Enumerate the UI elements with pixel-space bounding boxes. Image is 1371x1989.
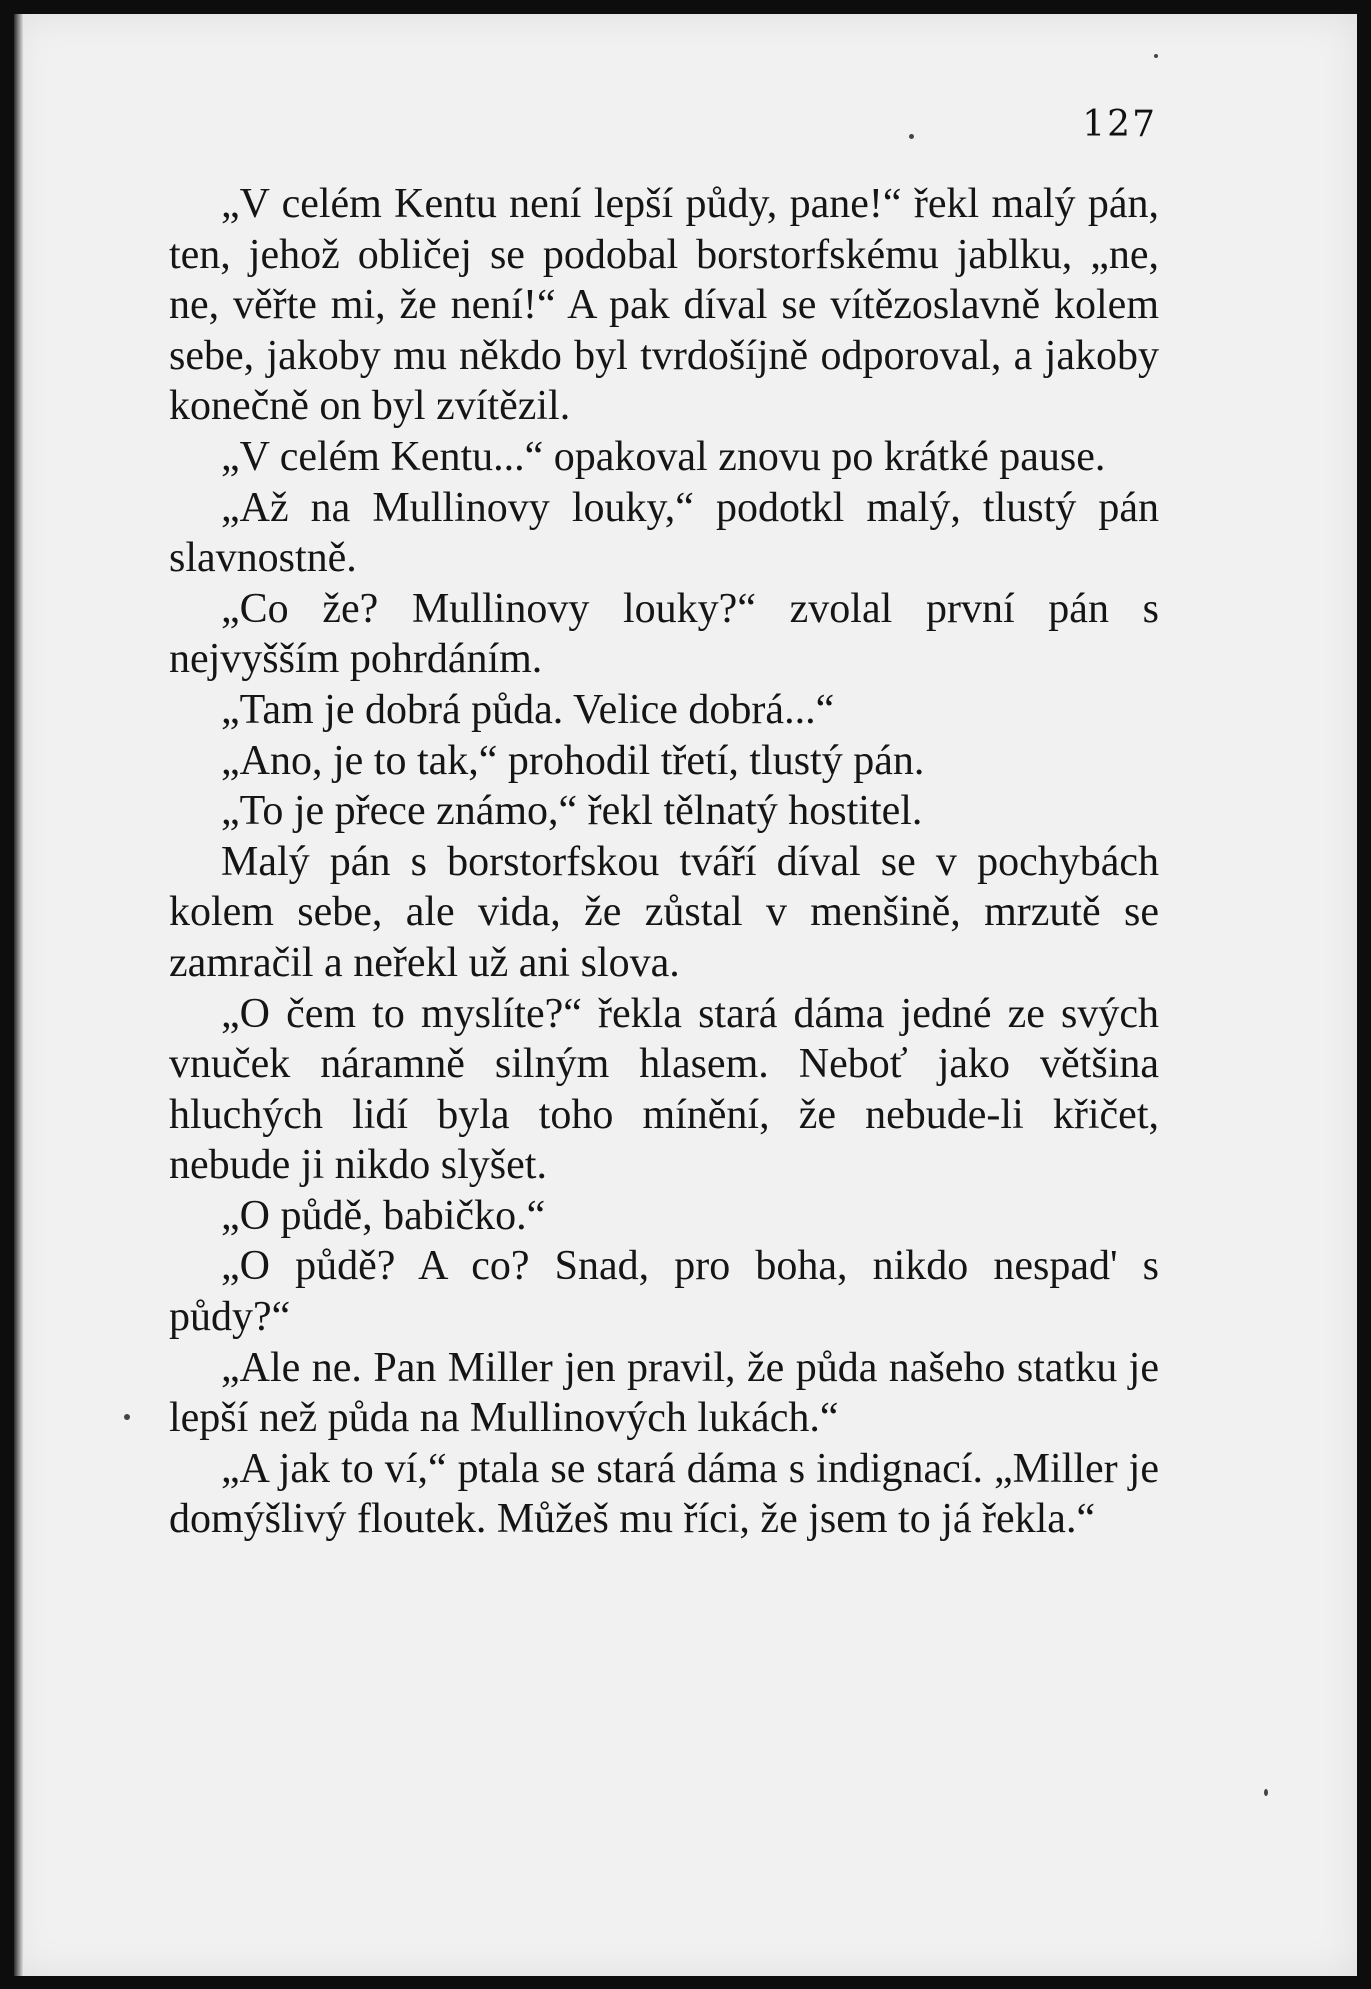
- paper-speck: [124, 1414, 130, 1420]
- paragraph: „V celém Kentu...“ opakoval znovu po krátké pause.: [221, 433, 1106, 480]
- paragraph: „O půdě? A co? Snad, pro boha, nikdo nespad' s půdy?“: [169, 1243, 1159, 1341]
- paper-speck: [1154, 54, 1158, 58]
- paragraph: „To je přece známo,“ řekl tělnatý hostitel.: [221, 788, 923, 835]
- page-number: 127: [1082, 104, 1157, 145]
- binding-edge-shadow: [14, 14, 24, 1976]
- paragraph: „Tam je dobrá půda. Velice dobrá...“: [221, 686, 835, 733]
- paragraph: „V celém Kentu není lepší půdy, pane!“ řekl malý pán, ten, jehož obličej se podobal borstorfskému jablku, „ne, ne, věřte mi, že není!“ A pak díval se vítězoslavně kolem sebe, jakoby mu někdo byl tvrdošíjně odporoval, a jakoby konečně on byl zvítězil.: [169, 181, 1159, 430]
- paragraph: „O půdě, babičko.“: [221, 1192, 546, 1239]
- paragraph: Malý pán s borstorfskou tváří díval se v pochybách kolem sebe, ale vida, že zůstal v menšině, mrzutě se zamračil a neřekl už ani slova.: [169, 838, 1159, 986]
- paper-speck: [1264, 1789, 1268, 1796]
- body-text: [169, 179, 1159, 1545]
- paper-speck: [909, 134, 914, 139]
- paragraph: „Co že? Mullinovy louky?“ zvolal první pán s nejvyšším pohrdáním.: [169, 585, 1159, 683]
- book-page: [14, 14, 1357, 1976]
- paragraph: „Ano, je to tak,“ prohodil třetí, tlustý pán.: [221, 737, 925, 784]
- paragraph: „A jak to ví,“ ptala se stará dáma s indignací. „Miller je domýšlivý floutek. Můžeš mu říci, že jsem to já řekla.“: [169, 1445, 1159, 1543]
- paragraph: „O čem to myslíte?“ řekla stará dáma jedné ze svých vnuček náramně silným hlasem. Neboť jako většina hluchých lidí byla toho mínění, že nebude-li křičet, nebude ji nikdo slyšet.: [169, 990, 1159, 1189]
- paragraph: „Ale ne. Pan Miller jen pravil, že půda našeho statku je lepší než půda na Mullinových lukách.“: [169, 1344, 1159, 1442]
- paragraph: „Až na Mullinovy louky,“ podotkl malý, tlustý pán slavnostně.: [169, 484, 1159, 582]
